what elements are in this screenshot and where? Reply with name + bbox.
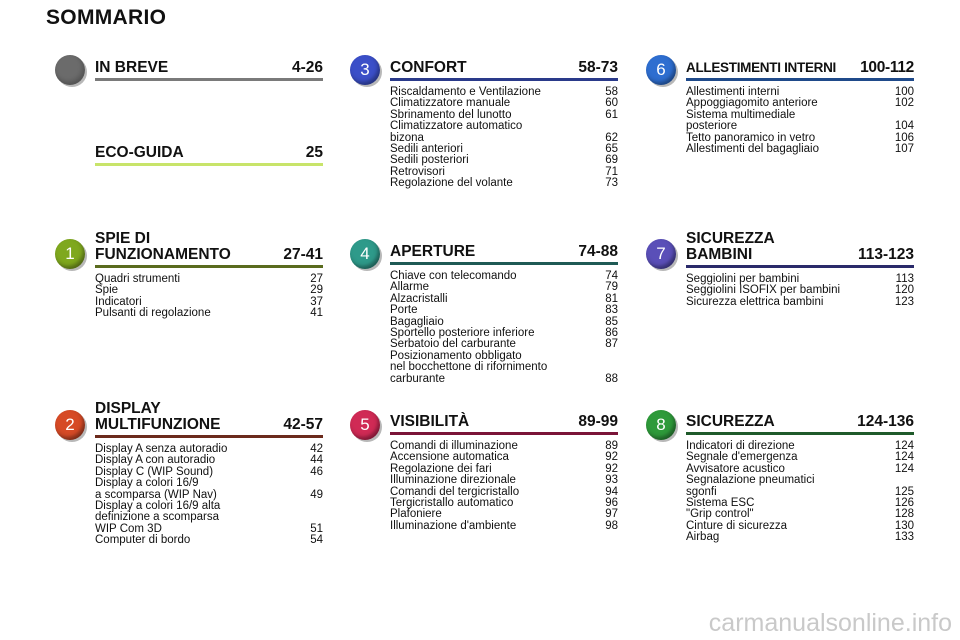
section-title: VISIBILITÀ [390, 413, 470, 430]
section-item-list [686, 87, 914, 155]
toc-entry-title: Pulsanti di regolazione [95, 307, 211, 320]
toc-entry-page: 49 [310, 488, 323, 501]
section-spie[interactable] [65, 230, 323, 320]
toc-entry-title: Segnale d'emergenza [686, 451, 798, 464]
page-title: SOMMARIO [46, 6, 167, 29]
toc-entry-title: Spie [95, 284, 119, 297]
section-title: CONFORT [390, 59, 467, 76]
toc-entry-page: 124 [894, 462, 914, 475]
toc-entry-page: 106 [894, 131, 914, 144]
section-badge-icon: 5 [350, 410, 380, 440]
section-title: ECO-GUIDA [95, 144, 184, 161]
toc-entry-page: 61 [605, 108, 618, 121]
toc-entry-page: 93 [605, 474, 618, 487]
toc-entry[interactable] [95, 535, 323, 546]
toc-entry-title: Accensione automatica [390, 451, 509, 464]
toc-entry-page: 58 [605, 86, 618, 98]
toc-entry-page: 126 [894, 497, 914, 510]
section-badge-icon: 6 [646, 55, 676, 85]
toc-entry-page: 42 [310, 443, 323, 455]
section-item-list [95, 274, 323, 320]
toc-entry-page: 87 [605, 338, 618, 351]
toc-entry-page: 46 [310, 465, 323, 478]
section-badge-icon [55, 55, 85, 85]
section-sicurezza[interactable] [656, 413, 914, 544]
section-badge-icon: 8 [646, 410, 676, 440]
toc-entry-title: Cinture di sicurezza [686, 519, 787, 532]
toc-entry-page: 62 [605, 131, 618, 144]
section-header [95, 60, 323, 81]
section-header [686, 231, 914, 268]
toc-entry-page: 83 [605, 304, 618, 317]
toc-entry-page: 73 [605, 177, 618, 190]
toc-entry-title: Comandi del tergicristallo [390, 485, 520, 498]
toc-entry[interactable] [686, 521, 914, 532]
section-header [390, 60, 618, 81]
toc-entry[interactable] [95, 308, 323, 319]
section-in-breve[interactable] [95, 60, 323, 81]
toc-entry-title: Illuminazione d'ambiente [390, 519, 517, 532]
toc-entry-page: 98 [605, 519, 618, 532]
toc-entry-title: Sistema ESC [686, 497, 755, 510]
section-header [686, 60, 914, 81]
toc-entry-page: 69 [605, 154, 618, 167]
toc-entry-page: 71 [605, 165, 618, 178]
toc-entry-title: Airbag [686, 531, 720, 544]
toc-entry-title: Sistema multimediale posteriore [686, 108, 796, 133]
toc-entry-page: 100 [894, 86, 914, 98]
toc-entry-title: Serbatoio del carburante [390, 338, 516, 351]
section-page-range: 124-136 [857, 413, 914, 430]
toc-entry-page: 107 [894, 143, 914, 156]
toc-entry-page: 44 [310, 454, 323, 467]
section-eco-guida[interactable] [95, 145, 323, 166]
section-allestimenti[interactable] [656, 59, 914, 156]
toc-entry-title: Alzacristalli [390, 292, 448, 305]
section-page-range: 25 [305, 144, 323, 161]
toc-entry-title: Allarme [390, 281, 429, 294]
toc-entry[interactable] [390, 521, 618, 532]
section-badge-icon: 7 [646, 239, 676, 269]
toc-entry-page: 88 [605, 372, 618, 385]
section-page-range: 74-88 [578, 243, 618, 260]
section-header [390, 244, 618, 265]
section-item-list [686, 441, 914, 544]
section-title: SICUREZZA BAMBINI [686, 230, 775, 263]
toc-entry-page: 120 [894, 284, 914, 297]
toc-entry-title: Display A con autoradio [95, 454, 216, 467]
section-header [95, 145, 323, 166]
toc-entry-title: Seggiolini per bambini [686, 273, 800, 285]
toc-entry[interactable] [390, 475, 618, 486]
toc-entry-page: 113 [895, 273, 914, 285]
toc-entry-page: 54 [310, 534, 323, 547]
toc-entry-title: Display a colori 16/9 alta definizione a scomparsa WIP Com 3D [95, 500, 221, 535]
toc-entry-title: Segnalazione pneumatici sgonfi [686, 474, 815, 498]
toc-entry-title: Display a colori 16/9 a scomparsa (WIP Nav) [95, 477, 217, 501]
toc-entry-title: Sbrinamento del lunotto [390, 108, 512, 121]
toc-entry[interactable] [390, 178, 618, 189]
toc-entry-page: 41 [310, 307, 323, 320]
toc-entry-page: 123 [894, 295, 914, 308]
toc-entry-title: Sedili posteriori [390, 154, 469, 167]
toc-entry[interactable] [686, 110, 914, 133]
toc-entry-title: Quadri strumenti [95, 273, 181, 285]
section-page-range: 89-99 [578, 413, 618, 430]
toc-entry-page: 102 [894, 97, 914, 110]
watermark: carmanualsonline.info [708, 609, 952, 637]
toc-entry[interactable] [390, 351, 618, 385]
toc-entry-title: "Grip control" [686, 508, 754, 521]
toc-entry-title: Regolazione dei fari [390, 462, 492, 475]
toc-entry[interactable] [390, 121, 618, 144]
section-item-list [686, 274, 914, 308]
toc-entry-title: Porte [390, 304, 418, 317]
section-display[interactable] [65, 400, 323, 547]
toc-entry[interactable] [686, 144, 914, 155]
toc-entry-title: Plafoniere [390, 508, 442, 521]
section-page-range: 42-57 [283, 416, 323, 433]
toc-entry-title: Posizionamento obbligato nel bocchettone di rifornimento carburante [390, 349, 548, 385]
section-page-range: 27-41 [283, 246, 323, 263]
toc-entry-page: 94 [605, 485, 618, 498]
section-badge-icon: 4 [350, 239, 380, 269]
section-item-list [95, 444, 323, 547]
section-title: APERTURE [390, 243, 476, 260]
section-header [95, 231, 323, 268]
toc-entry-title: Tetto panoramico in vetro [686, 131, 816, 144]
section-visibilita[interactable] [360, 413, 618, 532]
toc-entry-title: Climatizzatore automatico bizona [390, 120, 523, 144]
section-title: ALLESTIMENTI INTERNI [686, 60, 836, 75]
toc-entry-page: 29 [310, 284, 323, 297]
toc-entry-title: Comandi di illuminazione [390, 440, 518, 452]
toc-entry-page: 65 [605, 143, 618, 156]
section-item-list [390, 271, 618, 385]
toc-entry-page: 74 [605, 270, 618, 282]
toc-entry[interactable] [95, 274, 323, 285]
section-item-list [390, 441, 618, 532]
toc-entry-title: Display C (WIP Sound) [95, 465, 214, 478]
toc-entry-page: 89 [605, 440, 618, 452]
toc-entry-title: Illuminazione direzionale [390, 474, 516, 487]
toc-entry-page: 60 [605, 97, 618, 110]
section-sicurezza-bambini[interactable] [656, 230, 914, 308]
toc-entry-title: Sedili anteriori [390, 143, 463, 156]
toc-entry[interactable] [390, 294, 618, 305]
toc-entry-title: Climatizzatore manuale [390, 97, 511, 110]
toc-entry[interactable] [390, 305, 618, 316]
toc-entry-page: 81 [605, 292, 618, 305]
section-header [686, 414, 914, 435]
section-confort[interactable] [360, 59, 618, 190]
section-title: SICUREZZA [686, 413, 775, 430]
toc-entry-page: 133 [894, 531, 914, 544]
toc-entry-title: Avvisatore acustico [686, 462, 785, 475]
toc-entry[interactable] [686, 475, 914, 498]
toc-entry-title: Bagagliaio [390, 315, 444, 328]
toc-entry-page: 37 [310, 295, 323, 308]
toc-entry-title: Seggiolini ISOFIX per bambini [686, 284, 841, 297]
toc-entry-page: 27 [310, 273, 323, 285]
section-page-range: 4-26 [291, 59, 323, 76]
toc-entry-page: 97 [605, 508, 618, 521]
toc-entry-page: 104 [894, 120, 914, 133]
section-badge-icon: 2 [55, 410, 85, 440]
section-page-range: 100-112 [860, 59, 914, 76]
toc-entry-title: Allestimenti del bagagliaio [686, 143, 819, 156]
toc-entry-page: 92 [605, 451, 618, 464]
section-header [95, 401, 323, 438]
section-item-list [390, 87, 618, 190]
toc-entry-page: 125 [894, 485, 914, 498]
section-title: DISPLAY MULTIFUNZIONE [95, 400, 221, 433]
toc-entry-page: 96 [605, 497, 618, 510]
toc-entry-title: Computer di bordo [95, 534, 191, 547]
section-badge-icon: 1 [55, 239, 85, 269]
toc-entry-page: 128 [894, 508, 914, 521]
toc-entry-title: Indicatori di direzione [686, 440, 795, 452]
toc-entry-page: 85 [605, 315, 618, 328]
toc-entry-title: Display A senza autoradio [95, 443, 228, 455]
toc-entry-title: Sportello posteriore inferiore [390, 327, 535, 340]
toc-entry-title: Appoggiagomito anteriore [686, 97, 818, 110]
toc-entry-page: 79 [605, 281, 618, 294]
section-page-range: 113-123 [857, 246, 914, 263]
toc-entry-page: 86 [605, 327, 618, 340]
toc-entry-title: Retrovisori [390, 165, 445, 178]
section-page-range: 58-73 [578, 59, 618, 76]
toc-entry-title: Chiave con telecomando [390, 270, 517, 282]
toc-entry-page: 92 [605, 462, 618, 475]
toc-entry-title: Sicurezza elettrica bambini [686, 295, 824, 308]
section-aperture[interactable] [360, 243, 618, 385]
section-title: IN BREVE [95, 59, 169, 76]
toc-entry-title: Indicatori [95, 295, 142, 308]
toc-entry-title: Riscaldamento e Ventilazione [390, 86, 541, 98]
toc-entry-page: 124 [894, 451, 914, 464]
toc-entry[interactable] [686, 297, 914, 308]
section-title: SPIE DI FUNZIONAMENTO [95, 230, 231, 263]
toc-entry[interactable] [95, 478, 323, 501]
section-header [390, 414, 618, 435]
section-badge-icon: 3 [350, 55, 380, 85]
toc-entry-title: Tergicristallo automatico [390, 497, 514, 510]
toc-entry-title: Allestimenti interni [686, 86, 780, 98]
toc-entry-page: 130 [894, 519, 914, 532]
toc-entry-page: 51 [310, 522, 323, 535]
toc-entry[interactable] [686, 532, 914, 543]
toc-entry-page: 124 [894, 440, 914, 452]
toc-entry-title: Regolazione del volante [390, 177, 513, 190]
toc-entry[interactable] [95, 501, 323, 535]
